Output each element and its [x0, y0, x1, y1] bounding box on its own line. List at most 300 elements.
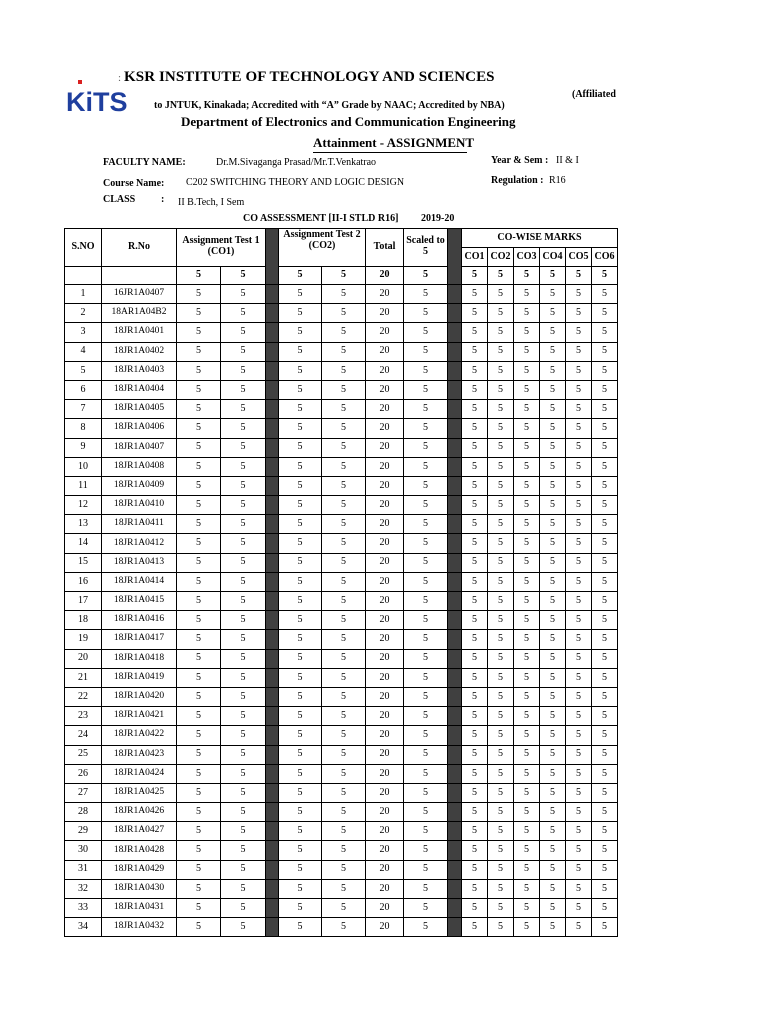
scaled-cell: 5: [404, 361, 448, 380]
scaled-cell: 5: [404, 342, 448, 361]
test2-part-b: 5: [322, 822, 366, 841]
table-row: [65, 841, 618, 860]
table-row: [65, 783, 618, 802]
co-mark-cell: 5: [514, 803, 540, 822]
co-mark-cell: 5: [488, 380, 514, 399]
sno-cell: 20: [65, 649, 102, 668]
scaled-cell: 5: [404, 822, 448, 841]
test2-part-a: 5: [279, 726, 322, 745]
sno-cell: 17: [65, 592, 102, 611]
test2-part-a: 5: [279, 323, 322, 342]
co-mark-cell: 5: [592, 764, 618, 783]
co-mark-cell: 5: [592, 783, 618, 802]
test2-part-a: 5: [279, 438, 322, 457]
test2-part-b: 5: [322, 457, 366, 476]
co-mark-cell: 5: [514, 668, 540, 687]
total-cell: 20: [366, 592, 404, 611]
total-cell: 20: [366, 687, 404, 706]
test2-header: Assignment Test 2: [283, 229, 361, 240]
rno-header: R.No: [102, 229, 177, 267]
total-cell: 20: [366, 918, 404, 937]
test1-part-b: 5: [221, 668, 266, 687]
co-mark-cell: 5: [566, 687, 592, 706]
co-mark-cell: 5: [462, 342, 488, 361]
co-mark-cell: 5: [592, 707, 618, 726]
course-value: C202 SWITCHING THEORY AND LOGIC DESIGN: [186, 177, 405, 188]
separator-cell: [266, 457, 279, 476]
test1-part-a: 5: [177, 745, 221, 764]
co-mark-cell: 5: [462, 764, 488, 783]
sno-cell: 19: [65, 630, 102, 649]
test2-part-a: 5: [279, 572, 322, 591]
total-cell: 20: [366, 457, 404, 476]
total-cell: 20: [366, 515, 404, 534]
sno-cell: 7: [65, 400, 102, 419]
sno-cell: 8: [65, 419, 102, 438]
co-mark-cell: 5: [488, 783, 514, 802]
rno-cell: 18JR1A0430: [102, 879, 177, 898]
test1-part-b: 5: [221, 611, 266, 630]
sno-cell: 10: [65, 457, 102, 476]
rno-cell: 18JR1A0403: [102, 361, 177, 380]
co-mark-cell: 5: [514, 476, 540, 495]
separator-cell: [266, 304, 279, 323]
max-marks-row: [65, 267, 618, 285]
co-mark-cell: 5: [488, 592, 514, 611]
co-mark-cell: 5: [566, 438, 592, 457]
total-cell: 20: [366, 803, 404, 822]
attainment-title: Attainment - ASSIGNMENT: [313, 135, 475, 150]
table-row: [65, 400, 618, 419]
co-mark-cell: 5: [514, 726, 540, 745]
test1-part-b: 5: [221, 496, 266, 515]
test1-part-a: 5: [177, 515, 221, 534]
co-mark-cell: 5: [566, 918, 592, 937]
co-mark-cell: 5: [592, 361, 618, 380]
co-mark-cell: 5: [462, 630, 488, 649]
co-label: CO4: [540, 248, 566, 267]
test1-part-a: 5: [177, 918, 221, 937]
test2-part-b: 5: [322, 553, 366, 572]
separator-cell: [448, 764, 462, 783]
separator-cell: [266, 899, 279, 918]
test2-part-b: 5: [322, 342, 366, 361]
co-mark-cell: 5: [592, 419, 618, 438]
co-mark-cell: 5: [514, 572, 540, 591]
test2-part-b: 5: [322, 841, 366, 860]
co-mark-cell: 5: [592, 534, 618, 553]
co-mark-cell: 5: [514, 592, 540, 611]
co-mark-cell: 5: [566, 707, 592, 726]
separator-cell: [448, 534, 462, 553]
test2-part-a: 5: [279, 457, 322, 476]
co-mark-cell: 5: [488, 342, 514, 361]
test2-header-cell: [279, 229, 366, 267]
co-mark-cell: 5: [462, 476, 488, 495]
separator-cell: [448, 726, 462, 745]
co-mark-cell: 5: [540, 476, 566, 495]
total-cell: 20: [366, 400, 404, 419]
separator-cell: [266, 553, 279, 572]
test2-part-b: 5: [322, 649, 366, 668]
co-mark-cell: 5: [592, 918, 618, 937]
test2-part-b: 5: [322, 534, 366, 553]
sno-cell: 11: [65, 476, 102, 495]
co-mark-cell: 5: [488, 572, 514, 591]
co-mark-cell: 5: [488, 822, 514, 841]
test2-part-a: 5: [279, 841, 322, 860]
total-cell: 20: [366, 323, 404, 342]
max-mark: 5: [514, 267, 540, 285]
co-mark-cell: 5: [514, 400, 540, 419]
co-mark-cell: 5: [462, 687, 488, 706]
co-mark-cell: 5: [462, 323, 488, 342]
separator-cell: [448, 380, 462, 399]
rno-cell: 18JR1A0417: [102, 630, 177, 649]
co-mark-cell: 5: [540, 304, 566, 323]
test2-part-b: 5: [322, 726, 366, 745]
sno-cell: 21: [65, 668, 102, 687]
test2-part-b: 5: [322, 400, 366, 419]
separator-cell: [266, 822, 279, 841]
table-row: [65, 572, 618, 591]
co-mark-cell: 5: [462, 822, 488, 841]
test2-part-b: 5: [322, 668, 366, 687]
table-row: [65, 419, 618, 438]
co-mark-cell: 5: [592, 572, 618, 591]
test1-part-a: 5: [177, 400, 221, 419]
co-mark-cell: 5: [462, 918, 488, 937]
test2-part-b: 5: [322, 323, 366, 342]
co-mark-cell: 5: [566, 841, 592, 860]
separator-cell: [448, 361, 462, 380]
test2-part-b: 5: [322, 918, 366, 937]
test1-part-a: 5: [177, 592, 221, 611]
test2-part-a: 5: [279, 496, 322, 515]
separator-cell: [266, 323, 279, 342]
co-mark-cell: 5: [540, 611, 566, 630]
total-cell: 20: [366, 668, 404, 687]
separator-cell: [266, 764, 279, 783]
table-row: [65, 534, 618, 553]
separator-cell: [448, 515, 462, 534]
co-mark-cell: 5: [566, 860, 592, 879]
co-mark-cell: 5: [540, 860, 566, 879]
scaled-cell: 5: [404, 400, 448, 419]
test2-part-a: 5: [279, 668, 322, 687]
co-mark-cell: 5: [488, 803, 514, 822]
max-mark: 5: [279, 267, 322, 285]
co-mark-cell: 5: [488, 879, 514, 898]
scaled-cell: 5: [404, 553, 448, 572]
co-mark-cell: 5: [488, 745, 514, 764]
scaled-cell: 5: [404, 476, 448, 495]
table-row: [65, 630, 618, 649]
sno-cell: 30: [65, 841, 102, 860]
co-label: CO3: [514, 248, 540, 267]
co-mark-cell: 5: [514, 496, 540, 515]
co-mark-cell: 5: [514, 687, 540, 706]
scaled-cell: 5: [404, 803, 448, 822]
affiliation-line-1: (Affiliated: [572, 89, 616, 100]
kits-logo: [66, 80, 128, 117]
test1-part-a: 5: [177, 668, 221, 687]
co-mark-cell: 5: [462, 879, 488, 898]
co-mark-cell: 5: [566, 803, 592, 822]
co-mark-cell: 5: [592, 457, 618, 476]
test1-co: (CO1): [207, 245, 235, 257]
test1-part-b: 5: [221, 534, 266, 553]
rno-cell: 18JR1A0410: [102, 496, 177, 515]
test1-part-b: 5: [221, 553, 266, 572]
co-mark-cell: 5: [566, 515, 592, 534]
co-mark-cell: 5: [462, 496, 488, 515]
co-mark-cell: 5: [488, 323, 514, 342]
co-mark-cell: 5: [540, 457, 566, 476]
rno-cell: 18JR1A0405: [102, 400, 177, 419]
separator-cell: [448, 457, 462, 476]
separator-cell: [448, 438, 462, 457]
test1-header: Assignment Test 1: [182, 235, 260, 246]
co-mark-cell: 5: [514, 361, 540, 380]
co-mark-cell: 5: [566, 496, 592, 515]
co-mark-cell: 5: [514, 783, 540, 802]
test2-co: (CO2): [308, 239, 336, 251]
table-row: [65, 707, 618, 726]
total-cell: 20: [366, 476, 404, 495]
scaled-cell: 5: [404, 841, 448, 860]
co-mark-cell: 5: [514, 304, 540, 323]
rno-cell: 18JR1A0406: [102, 419, 177, 438]
test2-part-b: 5: [322, 419, 366, 438]
test1-part-b: 5: [221, 304, 266, 323]
co-mark-cell: 5: [592, 841, 618, 860]
co-mark-cell: 5: [566, 400, 592, 419]
test1-part-a: 5: [177, 323, 221, 342]
co-mark-cell: 5: [592, 476, 618, 495]
test2-part-a: 5: [279, 611, 322, 630]
test2-part-a: 5: [279, 879, 322, 898]
scaled-cell: 5: [404, 419, 448, 438]
attainment-underline: [313, 152, 467, 153]
total-cell: 20: [366, 438, 404, 457]
separator-cell: [266, 534, 279, 553]
table-row: [65, 726, 618, 745]
sno-cell: 9: [65, 438, 102, 457]
scaled-header: Scaled to 5: [404, 229, 448, 267]
scaled-cell: 5: [404, 860, 448, 879]
rno-cell: 18JR1A0424: [102, 764, 177, 783]
co-mark-cell: 5: [462, 841, 488, 860]
co-mark-cell: 5: [488, 726, 514, 745]
separator-cell: [448, 304, 462, 323]
table-row: [65, 323, 618, 342]
blank-cell: [102, 267, 177, 285]
separator-cell: [448, 707, 462, 726]
table-row: [65, 668, 618, 687]
co-mark-cell: 5: [488, 764, 514, 783]
separator-cell: [266, 361, 279, 380]
separator-1: [266, 229, 279, 285]
co-mark-cell: 5: [592, 649, 618, 668]
scaled-cell: 5: [404, 707, 448, 726]
test1-part-a: 5: [177, 822, 221, 841]
table-row: [65, 822, 618, 841]
separator-cell: [448, 476, 462, 495]
co-mark-cell: 5: [488, 553, 514, 572]
total-cell: 20: [366, 285, 404, 304]
co-mark-cell: 5: [488, 668, 514, 687]
co-mark-cell: 5: [462, 515, 488, 534]
sno-cell: 16: [65, 572, 102, 591]
test2-part-b: 5: [322, 496, 366, 515]
co-mark-cell: 5: [540, 438, 566, 457]
co-mark-cell: 5: [488, 419, 514, 438]
scaled-cell: 5: [404, 611, 448, 630]
colon-mark: :: [118, 72, 122, 84]
co-assessment-year: 2019-20: [421, 213, 455, 224]
max-mark: 5: [462, 267, 488, 285]
co-mark-cell: 5: [514, 841, 540, 860]
test2-part-a: 5: [279, 783, 322, 802]
co-mark-cell: 5: [540, 515, 566, 534]
co-mark-cell: 5: [488, 707, 514, 726]
total-cell: 20: [366, 304, 404, 323]
test2-part-a: 5: [279, 745, 322, 764]
test1-part-a: 5: [177, 361, 221, 380]
co-mark-cell: 5: [566, 457, 592, 476]
separator-cell: [266, 668, 279, 687]
co-mark-cell: 5: [566, 380, 592, 399]
separator-cell: [448, 419, 462, 438]
rno-cell: 18JR1A0426: [102, 803, 177, 822]
separator-cell: [266, 841, 279, 860]
table-row: [65, 476, 618, 495]
class-label: CLASS: [103, 194, 136, 205]
test1-part-a: 5: [177, 803, 221, 822]
sno-cell: 34: [65, 918, 102, 937]
co-mark-cell: 5: [514, 899, 540, 918]
co-mark-cell: 5: [566, 304, 592, 323]
sno-header: S.NO: [65, 229, 102, 267]
faculty-label: FACULTY NAME:: [103, 157, 186, 168]
cowise-header: CO-WISE MARKS: [462, 229, 618, 248]
test1-part-a: 5: [177, 630, 221, 649]
co-mark-cell: 5: [592, 553, 618, 572]
test2-part-a: 5: [279, 803, 322, 822]
table-row: [65, 918, 618, 937]
co-mark-cell: 5: [462, 592, 488, 611]
co-mark-cell: 5: [488, 687, 514, 706]
rno-cell: 18JR1A0432: [102, 918, 177, 937]
co-mark-cell: 5: [514, 515, 540, 534]
scaled-cell: 5: [404, 572, 448, 591]
table-row: [65, 764, 618, 783]
separator-cell: [266, 285, 279, 304]
co-mark-cell: 5: [540, 918, 566, 937]
test1-part-a: 5: [177, 457, 221, 476]
test1-part-a: 5: [177, 726, 221, 745]
co-mark-cell: 5: [488, 918, 514, 937]
sno-cell: 2: [65, 304, 102, 323]
table-row: [65, 361, 618, 380]
test1-part-a: 5: [177, 438, 221, 457]
regulation-label: Regulation :: [491, 175, 544, 186]
total-cell: 20: [366, 419, 404, 438]
co-mark-cell: 5: [540, 553, 566, 572]
test2-part-b: 5: [322, 783, 366, 802]
co-mark-cell: 5: [592, 400, 618, 419]
table-row: [65, 745, 618, 764]
rno-cell: 18JR1A0423: [102, 745, 177, 764]
test2-part-a: 5: [279, 515, 322, 534]
test1-part-a: 5: [177, 285, 221, 304]
co-mark-cell: 5: [488, 649, 514, 668]
co-mark-cell: 5: [462, 745, 488, 764]
table-row: [65, 553, 618, 572]
co-mark-cell: 5: [540, 783, 566, 802]
test2-part-a: 5: [279, 400, 322, 419]
co-mark-cell: 5: [462, 726, 488, 745]
co-mark-cell: 5: [462, 553, 488, 572]
kits-logo-graphic: [66, 80, 128, 117]
co-mark-cell: 5: [592, 611, 618, 630]
co-mark-cell: 5: [592, 630, 618, 649]
co-mark-cell: 5: [592, 515, 618, 534]
co-mark-cell: 5: [514, 419, 540, 438]
test2-part-a: 5: [279, 553, 322, 572]
co-mark-cell: 5: [514, 860, 540, 879]
co-mark-cell: 5: [462, 899, 488, 918]
co-mark-cell: 5: [566, 476, 592, 495]
test2-part-b: 5: [322, 687, 366, 706]
co-mark-cell: 5: [566, 879, 592, 898]
co-label: CO5: [566, 248, 592, 267]
test2-part-a: 5: [279, 899, 322, 918]
test2-part-a: 5: [279, 860, 322, 879]
separator-cell: [266, 860, 279, 879]
test2-part-b: 5: [322, 745, 366, 764]
total-cell: 20: [366, 534, 404, 553]
co-mark-cell: 5: [514, 764, 540, 783]
co-mark-cell: 5: [566, 592, 592, 611]
co-mark-cell: 5: [488, 515, 514, 534]
test2-part-a: 5: [279, 342, 322, 361]
table-row: [65, 496, 618, 515]
table-row: [65, 899, 618, 918]
separator-cell: [448, 400, 462, 419]
separator-cell: [448, 342, 462, 361]
co-mark-cell: 5: [566, 611, 592, 630]
separator-cell: [266, 438, 279, 457]
scaled-cell: 5: [404, 668, 448, 687]
max-mark: 5: [404, 267, 448, 285]
rno-cell: 18JR1A0411: [102, 515, 177, 534]
co-assessment-title: CO ASSESSMENT [II-I STLD R16]: [243, 213, 399, 224]
test2-part-b: 5: [322, 611, 366, 630]
max-mark: 5: [566, 267, 592, 285]
separator-cell: [266, 515, 279, 534]
test2-part-b: 5: [322, 304, 366, 323]
co-mark-cell: 5: [514, 707, 540, 726]
table-row: [65, 879, 618, 898]
co-mark-cell: 5: [514, 745, 540, 764]
scaled-cell: 5: [404, 323, 448, 342]
scaled-cell: 5: [404, 745, 448, 764]
test1-part-b: 5: [221, 515, 266, 534]
co-mark-cell: 5: [514, 323, 540, 342]
co-mark-cell: 5: [540, 342, 566, 361]
